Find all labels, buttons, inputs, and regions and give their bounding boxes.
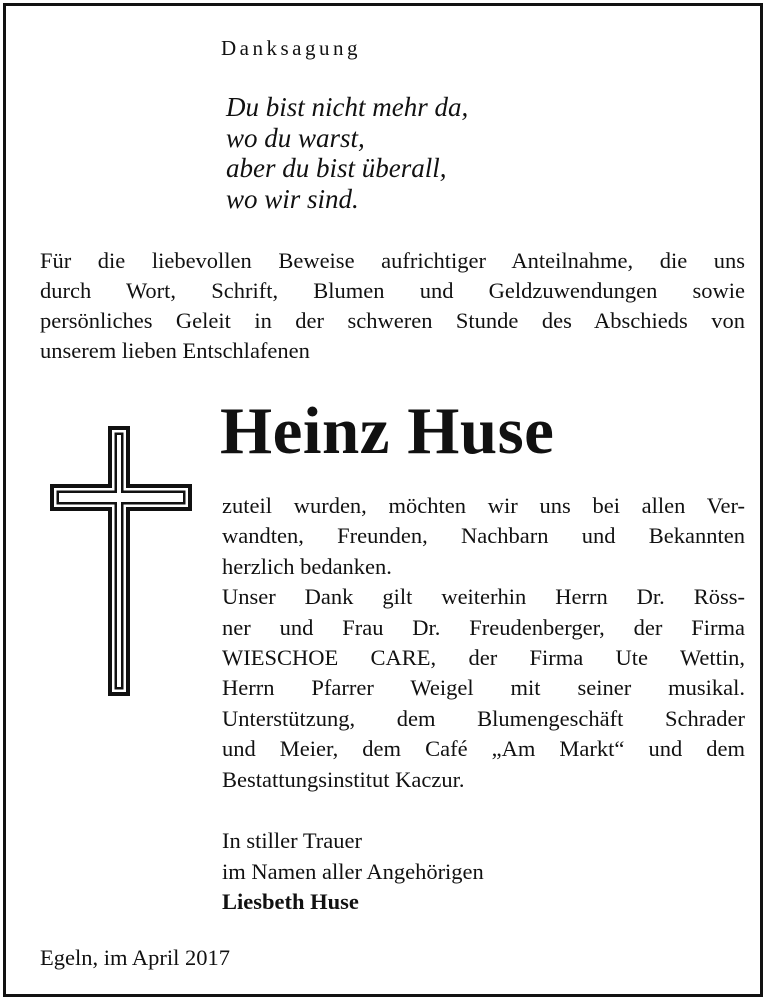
closing-line: In stiller Trauer xyxy=(222,828,362,853)
intro-line: Für die liebevollen Beweise aufrichtiger Anteilnahme, die uns xyxy=(40,248,745,273)
poem-line: wo wir sind. xyxy=(226,183,359,214)
place-date: Egeln, im April 2017 xyxy=(40,945,230,970)
intro-line: unserem lieben Entschlafenen xyxy=(40,338,310,363)
intro-line: persönliches Geleit in der schweren Stunde des Abschieds von xyxy=(40,308,745,333)
poem-line: Du bist nicht mehr da, xyxy=(226,92,469,122)
closing-line: im Namen aller Angehörigen xyxy=(222,858,484,884)
cross-icon xyxy=(50,426,192,696)
signer-name: Liesbeth Huse xyxy=(222,889,359,914)
thanks-paragraph xyxy=(222,491,745,795)
body-line: Bestattungsinstitut Kaczur. xyxy=(222,766,465,792)
poem-line: aber du bist überall, xyxy=(226,153,447,183)
closing-block xyxy=(222,826,484,918)
body-line: Herrn Pfarrer Weigel mit seiner musikal. xyxy=(222,675,745,701)
notice-heading: Danksagung xyxy=(221,36,361,60)
memorial-poem xyxy=(226,92,468,214)
body-line: zuteil wurden, möchten wir uns bei allen Ver- xyxy=(222,493,745,518)
body-line: ner und Frau Dr. Freudenberger, der Firma xyxy=(222,614,745,640)
notice-frame xyxy=(3,3,763,997)
intro-line: durch Wort, Schrift, Blumen und Geldzuwendungen sowie xyxy=(40,278,745,303)
body-line: Unser Dank gilt weiterhin Herrn Dr. Röss- xyxy=(222,584,745,610)
poem-line: wo du warst, xyxy=(226,122,365,153)
body-line: und Meier, dem Café „Am Markt“ und dem xyxy=(222,736,745,762)
body-line: Unterstützung, dem Blumengeschäft Schrader xyxy=(222,705,745,731)
intro-paragraph xyxy=(40,246,745,366)
body-line: WIESCHOE CARE, der Firma Ute Wettin, xyxy=(222,644,745,670)
body-line: wandten, Freunden, Nachbarn und Bekannten xyxy=(222,523,745,549)
body-line: herzlich bedanken. xyxy=(222,553,392,579)
deceased-name: Heinz Huse xyxy=(220,394,555,468)
